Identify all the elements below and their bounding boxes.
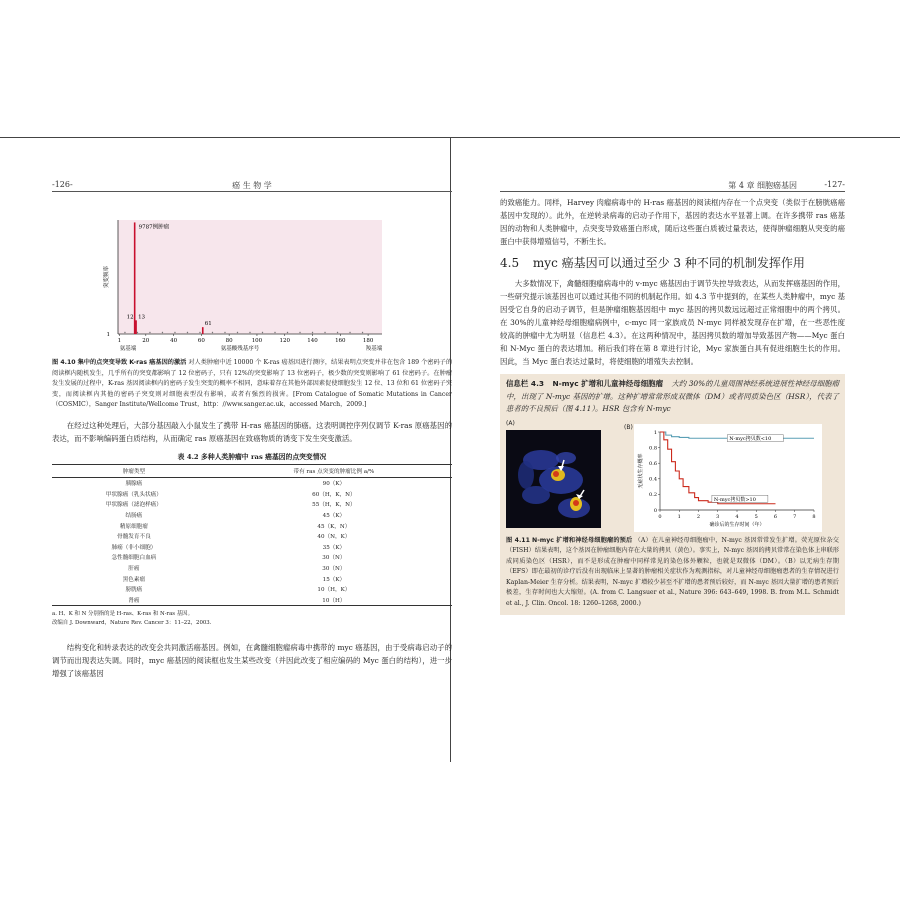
figure-4-11-caption-body: （A）在儿童神经母细胞瘤中，N-myc 基因常常发生扩增。荧光原位杂交（FISH）结果表明，这个基因在肿瘤细胞内存在大量的拷贝（黄色）。事实上，N-myc 基因的拷贝常常在染色体上串联形成同质染色区（HSR），而不是形成在肿瘤中同样常见的染色体外颗粒，也就是双微体（DM）。（B）以无病生存期（EFS）即在最初的诊疗后没有出现临床上显著的肿瘤相关症状作为观测指标，对儿童神经母细胞瘤患者的生存情况进行 Kaplan-Meier 生存分析。结果表明，N-myc 扩增较少甚至不扩增的患者预后较好，而 N-myc 基因大量扩增的患者预后极差，生存时间也大大缩短。(A. from C. Langsuer et al., Nature 396: 643–649, 1998. B. from M.L. Schmidt et al., J. Clin. Oncol. 18: 1260–1268, 2000.): [506, 536, 839, 608]
figure-4-10-caption: [52, 358, 452, 411]
left-running-title: 癌 生 物 学: [232, 181, 272, 190]
y-tick-label: 0.4: [649, 476, 657, 483]
left-paragraph-2: 结构变化和转录表达的改变会共同激活癌基因。例如，在禽髓细胞瘤病毒中携带的 myc 癌基因，由于受病毒启动子的调节而出现表达失调。同时，myc 癌基因的阅读框也发生某些改变（并因此改变了相应编码的 Myc 蛋白的结构），进一步增强了该癌基因: [52, 643, 452, 679]
x-tick-label: 8: [812, 513, 816, 520]
table-row: [52, 563, 452, 574]
figure-4-10-caption-title: 集中的点突变导致 K-ras 癌基因的激活: [77, 359, 187, 366]
table-row: [52, 477, 452, 488]
info-box-title: N-myc 扩增和儿童神经母细胞瘤: [552, 379, 664, 388]
table-cell-tumor-type: 胰腺癌: [125, 481, 143, 488]
figure-4-10-caption-no: 图 4.10: [52, 359, 76, 366]
minor-mutation-dot: [187, 332, 188, 333]
minor-mutation-dot: [324, 332, 325, 333]
table-row: [52, 552, 452, 563]
x-tick-label: 4: [735, 513, 739, 520]
fish-micrograph: [506, 430, 601, 528]
y-tick-label: 0.2: [649, 491, 657, 498]
table-4-2: [52, 464, 452, 606]
bar-label: 13: [138, 314, 146, 321]
table-cell-ratio: 10（H，K）: [317, 587, 351, 594]
minor-mutation-dot: [274, 332, 275, 333]
fig-b-label: (B): [624, 423, 633, 431]
x-tick-label: 160: [335, 338, 346, 344]
table-cell-tumor-type: 精原细胞瘤: [119, 523, 148, 530]
survival-chart: [634, 424, 822, 532]
y-tick-label: 1: [653, 429, 657, 436]
table-row: [52, 542, 452, 553]
minor-mutation-dot: [212, 332, 213, 333]
x-tick-label: 2: [696, 513, 701, 520]
minor-mutation-dot: [299, 332, 300, 333]
survival-chart-panel: [634, 424, 822, 532]
minor-mutation-dot: [249, 332, 250, 333]
minor-mutation-dot: [287, 332, 288, 333]
table-cell-tumor-type: 急性髓细胞白血病: [111, 555, 157, 562]
figure-4-10: [52, 196, 452, 356]
y-tick-label: 0.8: [649, 444, 657, 451]
minor-mutation-dot: [124, 332, 125, 333]
left-header: [52, 180, 452, 192]
table-cell-tumor-type: 结肠癌: [125, 513, 143, 520]
right-header: [500, 180, 845, 192]
table-row: [52, 531, 452, 542]
plot-area: [118, 220, 382, 334]
table-row: [52, 584, 452, 595]
table-cell-ratio: 60（H，K，N）: [312, 491, 356, 498]
table-cell-ratio: 35（K）: [322, 544, 346, 551]
bar-label: 61: [204, 321, 212, 328]
table-4-2-title: 表 4.2 多种人类肿瘤中 ras 癌基因的点突变情况: [177, 452, 327, 461]
minor-mutation-dot: [237, 332, 238, 333]
minor-mutation-dot: [337, 332, 338, 333]
minor-mutation-dot: [362, 332, 363, 333]
legend-label: N-myc拷贝数<10: [729, 435, 772, 442]
figure-4-10-caption-body: 对人类肿瘤中近 10000 个 K-ras 癌基因进行测序，结果表明点突变并非在包含 189 个密码子的阅读框内随机发生，几乎所有的突变都影响了 12 位密码子，只有 12%的突变影响了 13 位密码子，极少数的突变则影响了 61 位密码子。在肿瘤发生发展的过程中，K-ras 基因阅读框内的密码子发生突变的概率不相同，意味着存在其他外部因素促使细胞发生 12 位、13 位和 61 位密码子突变，而阅读框内其他的密码子突变则对细胞表型没有影响，或者有强烈的损害。[From Catalogue of Somatic Mutations in Cancer（COSMIC），Sanger Institute/Wellcome Trust，http：//www.sanger.ac.uk，accessed March，2009.]: [52, 359, 453, 409]
x-tick-label: 1: [677, 513, 681, 520]
table-cell-tumor-type: 黑色素瘤: [122, 576, 146, 583]
table-cell-ratio: 90（K）: [322, 481, 346, 488]
x-start-label: 氨基端: [119, 346, 137, 352]
table-cell-ratio: 40（N，K）: [317, 534, 351, 541]
bar-label: 9787例肿瘤: [138, 224, 170, 231]
minor-mutation-dot: [137, 332, 138, 333]
table-cell-ratio: 30（N）: [322, 566, 346, 573]
table-cell-tumor-type: 肺癌（非小细胞）: [111, 544, 157, 551]
figure-4-11: [506, 420, 839, 532]
right-paragraph-2: 大多数情况下，禽髓细胞瘤病毒中的 v-myc 癌基因由于调节失控导致表达，从而发挥癌基因的作用，一些研究提示该基因也可以通过其他不同的机制起作用。如 4.3 节中提到的，在某些人类肿瘤中，myc 基因受它自身的启动子调节，但是肿瘤细胞基因组中 myc 基因的拷贝数远远超过正常细胞中的两个拷贝。在 30%的儿童神经母细胞瘤病例中，c-myc 同一家族成员 N-myc 同样被发现存在扩增，在一些恶性度较高的肿瘤中尤为明显（信息栏 4.3）。在这两种情况中，基因拷贝数的增加导致基因产物——Myc 蛋白和 N-Myc 蛋白的表达增加。稍后我们将在第 8 章进行讨论，Myc 家族蛋白具有促进细胞生长的作用。因此，当 Myc 蛋白表达过量时，将使细胞的增殖失去控制。: [500, 279, 845, 366]
bar-label: 12: [126, 314, 134, 321]
x-tick-label: 180: [362, 338, 374, 344]
info-box-4-3: [500, 374, 845, 615]
table-note-2: 改编自 J. Downward，Nature Rev. Cancer 3：11–22，2003.: [52, 619, 212, 626]
table-row: [52, 573, 452, 584]
left-paragraph-1: 在经过这种处理后，大部分基因敲入小鼠发生了携带 H-ras 癌基因的肺癌。这表明调控序列仅调节 K-ras 原癌基因的表达，而不影响编码蛋白质结构，从而确定 ras 原癌基因在致癌物质的诱变下发生突变激活。: [52, 420, 452, 443]
left-page-number: -126-: [52, 180, 73, 189]
table-row: [52, 595, 452, 606]
table-col-ratio: 带有 ras 点突变的肿瘤比例 a/%: [216, 464, 452, 477]
figure-4-11-caption-title: N-myc 扩增和神经母细胞瘤的预后: [532, 536, 633, 544]
table-col-tumor-type: 肿瘤类型: [52, 464, 216, 477]
x-tick-label: 80: [225, 338, 233, 344]
fish-image: [506, 430, 601, 528]
table-cell-ratio: 15（K）: [322, 576, 346, 583]
table-row: [52, 520, 452, 531]
table-cell-tumor-type: 肝癌: [128, 566, 140, 573]
y-axis-label: 无症状生存概率: [638, 452, 644, 489]
x-tick-label: 140: [307, 338, 318, 344]
info-box-text: [506, 378, 839, 416]
table-row: [52, 499, 452, 510]
x-axis-label: 确诊后的生存时间（年）: [709, 521, 765, 528]
minor-mutation-dot: [312, 332, 313, 333]
x-tick-label: 40: [170, 338, 178, 344]
x-tick-label: 3: [716, 513, 720, 520]
table-row: [52, 489, 452, 500]
legend-label: N-myc拷贝数>10: [713, 496, 756, 503]
fig-a-label: (A): [506, 419, 515, 427]
x-tick-label: 60: [197, 338, 205, 344]
right-page-number: -127-: [824, 180, 845, 189]
minor-mutation-dot: [162, 332, 163, 333]
x-tick-label: 6: [773, 513, 778, 520]
table-row: [52, 510, 452, 521]
y-tick-label: 0: [653, 507, 657, 514]
kras-mutation-chart: [52, 196, 452, 356]
right-chapter-title: 第 4 章 细胞癌基因: [728, 181, 797, 190]
x-tick-label: 20: [142, 338, 150, 344]
right-paragraph-1: 的致癌能力。同样，Harvey 肉瘤病毒中的 H-ras 癌基因的阅读框内存在一个点突变（类似于在膀胱癌癌基因中发现的）。此外，在逆转录病毒的启动子作用下，基因的表达水平显著上调。在许多携带 ras 癌基因的动物和人类肿瘤中，点突变导致癌蛋白形成，随后这些蛋白质被过量表达，使得肿瘤细胞从突变的癌蛋白中获得增殖信号，不断生长。: [500, 198, 845, 246]
y-tick-label: 1: [106, 332, 110, 338]
table-cell-ratio: 10（H）: [216, 595, 452, 606]
x-end-label: 羧基端: [365, 346, 383, 352]
left-page: [52, 180, 452, 680]
x-tick-label: 7: [793, 513, 797, 520]
x-tick-label: 0: [658, 513, 662, 520]
figure-4-11-caption: [506, 536, 839, 610]
minor-mutation-dot: [349, 332, 350, 333]
x-tick-label: 1: [117, 338, 122, 344]
table-cell-tumor-type: 甲状腺癌（乳头状癌）: [105, 491, 162, 498]
minor-mutation-dot: [199, 332, 200, 333]
minor-mutation-dot: [174, 332, 175, 333]
info-box-body: 大约 30%的儿童周围神经系统进展性神经母细胞瘤中，出现了 N-myc 基因的扩增。这种扩增常常形成双微体（DM）或者同质染色区（HSR），代表了患者的不良预后（图 4.11）。HSR 包含有 N-myc: [506, 379, 840, 413]
x-tick-label: 100: [251, 338, 263, 344]
table-cell-ratio: 30（N）: [322, 555, 346, 562]
table-cell-tumor-type: 甲状腺癌（滤泡样癌）: [105, 502, 162, 509]
minor-mutation-dot: [224, 332, 225, 333]
table-cell-tumor-type: 膀胱癌: [125, 587, 143, 594]
table-cell-ratio: 45（K，N）: [317, 523, 351, 530]
figure-4-11-caption-no: 图 4.11: [506, 536, 530, 544]
section-number: 4.5: [500, 256, 520, 270]
info-box-label: 信息栏 4.3: [506, 379, 545, 388]
section-title: myc 癌基因可以通过至少 3 种不同的机制发挥作用: [532, 256, 805, 270]
table-note-1: a. H、K 和 N 分别指的是 H-ras、K-ras 和 N-ras 基因。: [52, 611, 193, 618]
y-axis-label: 突变频率: [104, 265, 110, 289]
right-page: [500, 180, 845, 615]
minor-mutation-dot: [149, 332, 150, 333]
table-cell-tumor-type: 肾癌: [52, 595, 216, 606]
x-tick-label: 120: [279, 338, 290, 344]
y-tick-label: 0.6: [649, 460, 657, 467]
minor-mutation-dot: [262, 332, 263, 333]
table-cell-ratio: 45（K）: [322, 513, 346, 520]
table-cell-tumor-type: 骨髓发育不良: [117, 534, 151, 541]
x-axis-label: 氨基酸残基序号: [220, 346, 260, 352]
table-cell-ratio: 55（H，K，N）: [312, 502, 356, 509]
x-tick-label: 5: [754, 513, 758, 520]
section-4-5-heading: [500, 254, 845, 271]
